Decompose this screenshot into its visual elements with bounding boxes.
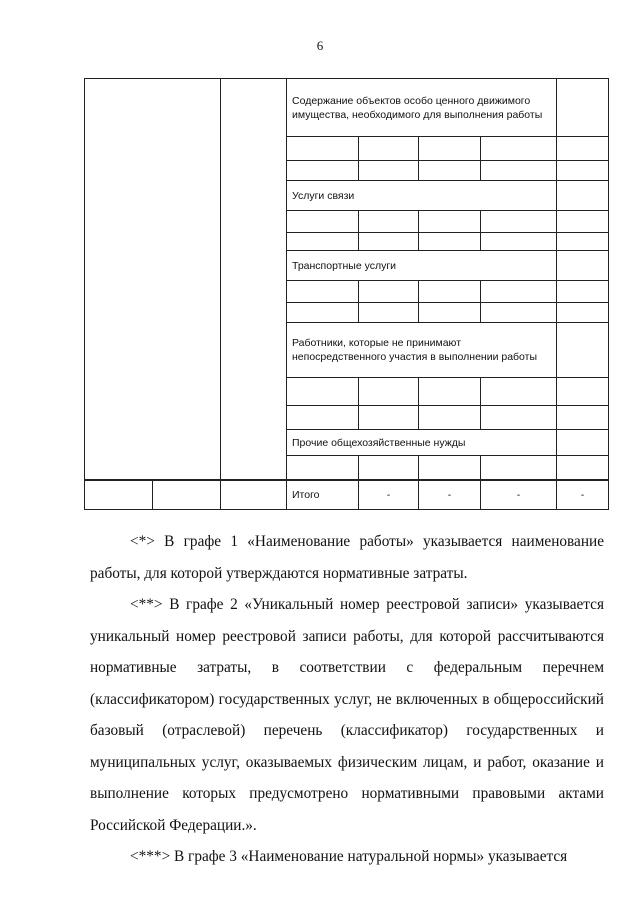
section-label: Услуги связи [287, 181, 557, 211]
footnotes [90, 526, 604, 873]
footnote-3: <***> В графе 3 «Наименование натуральной нормы» указывается [130, 848, 568, 865]
table-row [85, 79, 609, 137]
footnote-1: <*> В графе 1 «Наименование работы» указывается наименование работы, для которой утверждаются нормативные затраты. [90, 533, 604, 582]
total-value: - [359, 481, 419, 510]
total-value: - [481, 481, 557, 510]
total-label: Итого [287, 481, 359, 510]
page-number: 6 [316, 38, 324, 53]
section-label: Содержание объектов особо ценного движимого имущества, необходимого для выполнения работы [287, 79, 557, 137]
registry-number-cell [221, 79, 287, 480]
total-table [84, 480, 609, 510]
norms-table [84, 78, 609, 480]
total-value: - [557, 481, 609, 510]
work-name-cell [85, 79, 221, 480]
section-label: Транспортные услуги [287, 251, 557, 281]
total-value: - [419, 481, 481, 510]
total-row [85, 481, 609, 510]
footnote-2: <**> В графе 2 «Уникальный номер реестровой записи» указывается уникальный номер реестровой записи работы, для которой рассчитываются нормативные затраты, в соответствии с федеральным перечнем (классификатором) государственных услуг, не включенных в общероссийский базовый (отраслевой) перечень (классификатор) государственных и муниципальных услуг, оказываемых физическим лицам, и работ, оказание и выполнение которых предусмотрено нормативными правовыми актами Российской Федерации.». [90, 596, 604, 834]
section-label: Прочие общехозяйственные нужды [287, 430, 557, 456]
section-label: Работники, которые не принимают непосредственного участия в выполнении работы [287, 323, 557, 378]
